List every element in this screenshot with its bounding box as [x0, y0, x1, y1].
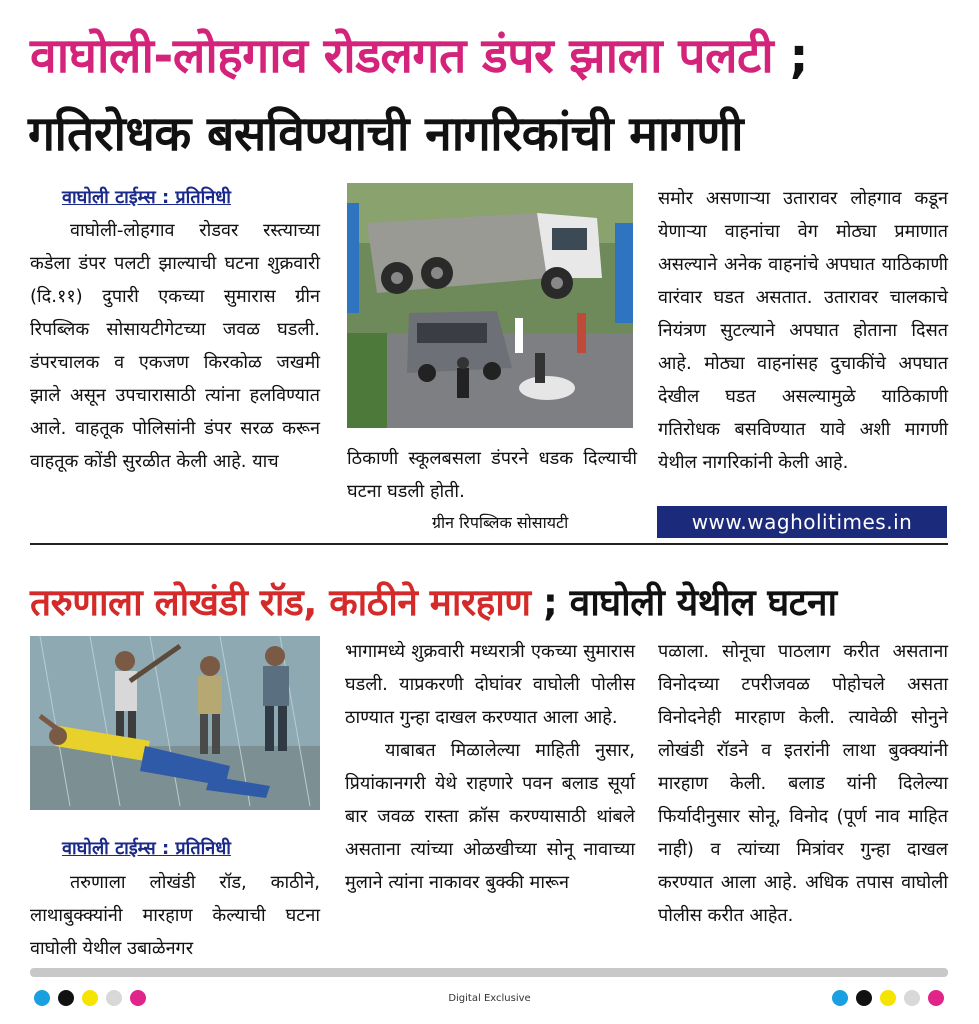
- article2-headline: [30, 575, 837, 626]
- article1-col3-text: समोर असणाऱ्या उतारावर लोहगाव कडून येणाऱ्या वाहनांचा वेग मोठ्या प्रमाणात असल्याने अनेक वाहनांचे अपघात याठिकाणी वारंवार घडत असतात. उतारावर चालकाचे नियंत्रण सुटल्याने अपघात होताना दिसत आहे. मोठ्या वाहनांसह दुचाकींचे अपघात देखील घडत असल्यामुळे याठिकाणी गतिरोधक बसविण्यात यावे अशी मागणी येथील नागरिकांनी केली आहे.: [658, 188, 948, 473]
- article2-headline-part1: तरुणाला लोखंडी रॉड, काठीने मारहाण: [30, 581, 531, 624]
- article1-column2: [347, 442, 637, 508]
- registration-dot-black-right: [856, 990, 872, 1006]
- article1-col1-text: वाघोली-लोहगाव रोडवर रस्त्याच्या कडेला डंपर पलटी झाल्याची घटना शुक्रवारी (दि.११) दुपारी एकच्या सुमारास ग्रीन रिपब्लिक सोसायटीगेटच्या जवळ घडली. डंपरचालक व एकजण किरकोळ जखमी झाले असून उपचारासाठी त्यांना हलविण्यात आले. वाहतूक पोलिसांनी डंपर सरळ करून वाहतूक कोंडी सुरळीत केली आहे. याच: [30, 220, 320, 472]
- article1-col2-continuation: ग्रीन रिपब्लिक सोसायटी: [432, 513, 569, 532]
- article1-headline-line1: वाघोली-लोहगाव रोडलगत डंपर झाला पलटी ;: [30, 28, 809, 84]
- article2-col2-para2: याबाबत मिळालेल्या माहिती नुसार, प्रियांकानगरी येथे राहणारे पवन बलाड सूर्या बार जवळ रास्ता क्रॉस करण्यासाठी थांबले असताना त्यांच्या ओळखीच्या सोनू नावाच्या मुलाने त्यांना नाकावर बुक्की मारून: [345, 740, 635, 893]
- article2-column3: [658, 635, 948, 932]
- article1-col2-text: ठिकाणी स्कूलबसला डंपरने धडक दिल्याची घटना घडली होती.: [347, 448, 637, 502]
- assault-illustration: [30, 636, 320, 810]
- article2-column1: [30, 866, 320, 965]
- article1-headline-line2: गतिरोधक बसविण्याची नागरिकांची मागणी: [28, 106, 744, 162]
- registration-dot-gray-right: [904, 990, 920, 1006]
- article1-column1: [30, 214, 320, 478]
- article2-headline-part2: ; वाघोली येथील घटना: [530, 581, 837, 624]
- section-divider: [30, 543, 948, 545]
- article2-byline: वाघोली टाईम्स : प्रतिनिधी: [62, 838, 231, 859]
- article2-col3-text: पळाला. सोनूचा पाठलाग करीत असताना विनोदच्या टपरीजवळ पोहोचले असता विनोदनेही मारहाण केली. त्यावेळी सोनुने लोखंडी रॉडने व इतरांनी लाथा बुक्क्यांनी मारहाण केली. बलाड यांनी दिलेल्या फिर्यादीनुसार सोनू, विनोद (पूर्ण नाव माहित नाही) व त्यांच्या मित्रांवर गुन्हा दाखल करण्यात आला आहे. अधिक तपास वाघोली पोलीस करीत आहेत.: [658, 641, 948, 926]
- dumper-accident-photo: [347, 183, 633, 428]
- footer-bar: [30, 968, 948, 977]
- headline-semicolon: ;: [773, 28, 809, 84]
- article2-column2: [345, 635, 635, 899]
- registration-dot-cyan-right: [832, 990, 848, 1006]
- article2-col1-text: तरुणाला लोखंडी रॉड, काठीने, लाथाबुक्क्यांनी मारहाण केल्याची घटना वाघोली येथील उबाळेनगर: [30, 872, 320, 959]
- footer-label: Digital Exclusive: [448, 993, 531, 1004]
- website-link[interactable]: www.wagholitimes.in: [657, 506, 947, 538]
- article1-byline: वाघोली टाईम्स : प्रतिनिधी: [62, 187, 231, 208]
- article1-column3: [658, 182, 948, 479]
- article2-col2-para1: भागामध्ये शुक्रवारी मध्यरात्री एकच्या सुमारास घडली. याप्रकरणी दोघांवर वाघोली पोलीस ठाण्यात गुन्हा दाखल करण्यात आला आहे.: [345, 641, 635, 728]
- registration-dot-magenta-right: [928, 990, 944, 1006]
- registration-dot-yellow-right: [880, 990, 896, 1006]
